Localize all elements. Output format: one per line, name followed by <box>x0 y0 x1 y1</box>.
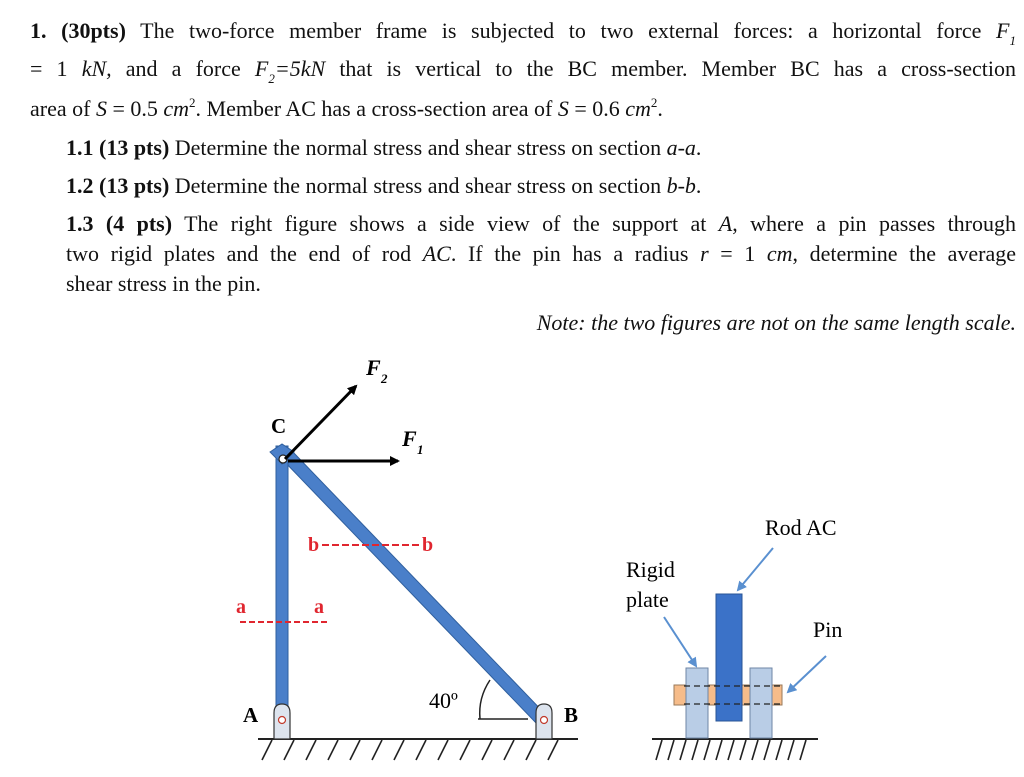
label-angle: 40º <box>429 688 458 713</box>
label-rod-ac: Rod AC <box>765 515 837 540</box>
part-1-3-text-6: shear stress in the pin. <box>66 271 261 296</box>
part-1-2-label: 1.2 (13 pts) <box>66 173 170 198</box>
scale-note-text: Note: the two figures are not on the same length scale. <box>536 310 1016 335</box>
rod-pointer-arrow <box>738 548 773 590</box>
part-1-3-text-5: , determine the average <box>792 241 1017 266</box>
label-f2: F <box>366 355 381 380</box>
f2-subscript: 2 <box>268 71 275 86</box>
problem-text-2: and a force <box>125 56 241 81</box>
point-a-ref: A <box>718 211 733 236</box>
part-1-3-text-3: two rigid plates and the end of rod <box>66 241 412 266</box>
label-a: A <box>243 703 259 727</box>
s-symbol-1: S <box>95 96 107 121</box>
part-1-2-end: . <box>695 173 702 198</box>
kn-unit: kN, <box>81 56 112 81</box>
part-1-3-text-2: , where a pin passes through <box>732 211 1017 236</box>
radius-symbol: r <box>700 241 709 266</box>
label-b-left: b <box>308 534 320 556</box>
problem-text-3: that is vertical to the BC member. Member BC has a cross-section <box>339 56 1016 81</box>
rod-ac <box>716 594 742 721</box>
pin-figure <box>626 515 842 760</box>
problem-points: (30pts) <box>61 18 126 43</box>
bc-area-value: = 0.5 <box>112 96 158 121</box>
square-sup-2: 2 <box>650 95 658 110</box>
force-f2-arrow <box>285 386 356 459</box>
cm-unit-3: cm <box>766 241 793 266</box>
cm-unit-1: cm <box>163 96 190 121</box>
part-1-2-section: b-b <box>666 173 696 198</box>
label-a-right: a <box>314 596 324 618</box>
part-1-1-end: . <box>695 135 702 160</box>
area-text-2: . Member AC has a cross-section area of <box>195 96 553 121</box>
rigid-plate-left <box>686 668 708 738</box>
part-1-1-section: a-a <box>666 135 696 160</box>
part-1-3-text-4: . If the pin has a radius <box>450 241 689 266</box>
area-period: . <box>657 96 663 121</box>
label-c: C <box>271 414 287 438</box>
pin-b <box>541 717 548 724</box>
radius-value: = 1 <box>720 241 756 266</box>
f2-symbol: F <box>254 56 269 81</box>
rod-ac-ref: AC <box>422 241 451 266</box>
problem-text-1: The two-force member frame is subjected to two external forces: a horizontal force <box>140 18 982 43</box>
member-ac <box>276 446 288 716</box>
label-rigid: Rigid <box>626 557 675 582</box>
label-f1-sub: 1 <box>417 442 424 457</box>
square-sup-1: 2 <box>189 95 196 110</box>
part-1-3-label: 1.3 (4 pts) <box>66 211 173 236</box>
label-pin: Pin <box>813 617 843 642</box>
part-1-3-text-1: The right figure shows a side view of the support at <box>184 211 707 236</box>
part-1-2-text: Determine the normal stress and shear stress on section <box>174 173 662 198</box>
ac-area-value: = 0.6 <box>574 96 620 121</box>
rigid-plate-right <box>750 668 772 738</box>
plate-pointer-arrow <box>664 617 696 666</box>
frame-figure <box>236 355 578 760</box>
f1-equals: = 1 <box>30 56 68 81</box>
pin-pointer-arrow <box>788 656 826 692</box>
label-plate: plate <box>626 587 669 612</box>
ground-hatch <box>262 740 558 760</box>
part-1-1-label: 1.1 (13 pts) <box>66 135 170 160</box>
f2-value: =5kN <box>274 56 326 81</box>
f1-subscript: 1 <box>1009 33 1016 48</box>
area-text-1: area of <box>30 96 91 121</box>
label-b-right: b <box>422 534 434 556</box>
label-b: B <box>564 703 579 727</box>
angle-arc <box>480 680 490 719</box>
s-symbol-2: S <box>557 96 569 121</box>
label-f1: F <box>402 426 417 451</box>
f1-symbol: F <box>996 18 1010 43</box>
part-1-1-text: Determine the normal stress and shear stress on section <box>174 135 662 160</box>
member-bc <box>281 451 549 725</box>
problem-number: 1. <box>30 18 47 43</box>
pin-ground-hatch <box>656 740 806 760</box>
label-f2-sub: 2 <box>381 371 388 386</box>
cm-unit-2: cm <box>625 96 651 121</box>
label-a-left: a <box>236 596 246 618</box>
pin-a <box>279 717 286 724</box>
